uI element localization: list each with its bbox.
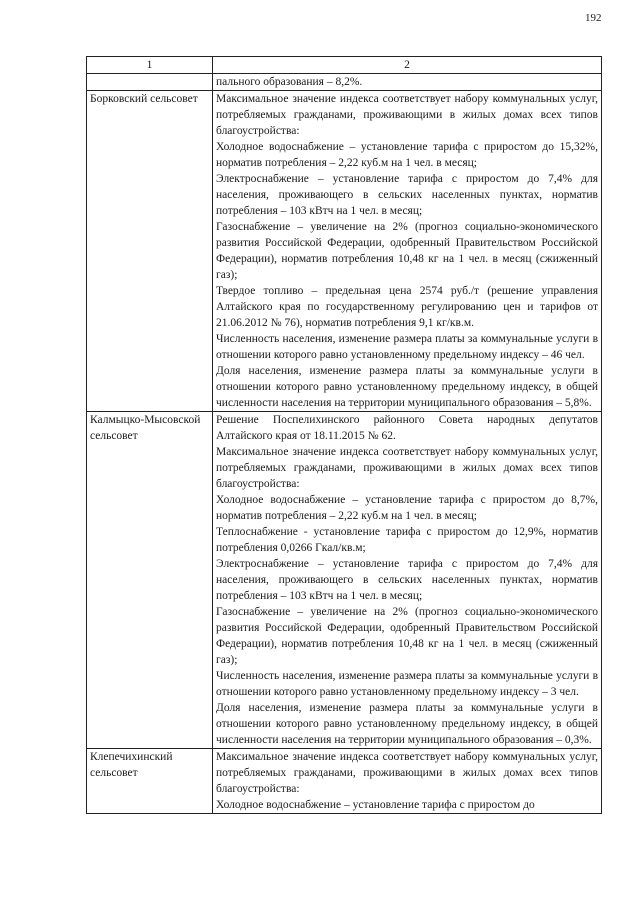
paragraph: Электроснабжение – установление тарифа с приростом до 7,4% для населения, проживающего в сельских населенных пунктах, норматив потребления – 103 кВтч на 1 чел. в месяц; (216, 558, 598, 602)
paragraph: Холодное водоснабжение – установление тарифа с приростом до 8,7%, норматив потребления – 2,22 куб.м на 1 чел. в месяц; (216, 494, 598, 522)
paragraph: Твердое топливо – предельная цена 2574 руб./т (решение управления Алтайского края по государственному регулированию цен и тарифов от 21.06.2012 № 76), норматив потребления 9,1 кг/кв.м. (216, 285, 598, 329)
municipality-name: Борковский сельсовет (87, 91, 213, 412)
table-row-continuation (87, 74, 602, 91)
description-cell (213, 412, 602, 749)
column-header-1: 1 (87, 57, 213, 74)
column-header-2: 2 (213, 57, 602, 74)
table-header-row (87, 57, 602, 74)
paragraph: Максимальное значение индекса соответствует набору коммунальных услуг, потребляемых гражданами, проживающими в жилых домах всех типов благоустройства: (216, 751, 598, 795)
paragraph: Доля населения, изменение размера платы за коммунальные услуги в отношении которого равно установленному предельному индексу, в общей численности населения на территории муниципального образования – 0,3%. (216, 702, 598, 746)
paragraph: Газоснабжение – увеличение на 2% (прогноз социально-экономического развития Российской Федерации, одобренный Правительством Российской Федерации), норматив потребления 10,48 кг на 1 чел. в месяц (сжиженный газ); (216, 606, 598, 666)
municipality-cell (87, 74, 213, 91)
document-table (86, 56, 602, 814)
paragraph: Численность населения, изменение размера платы за коммунальные услуги в отношении которого равно установленному предельному индексу – 46 чел. (216, 333, 598, 361)
description-cell (213, 749, 602, 814)
paragraph: Решение Поспелихинского районного Совета народных депутатов Алтайского края от 18.11.2015 № 62. (216, 414, 598, 442)
paragraph: Теплоснабжение - установление тарифа с приростом до 12,9%, норматив потребления 0,0266 Гкал/кв.м; (216, 526, 598, 554)
paragraph: Холодное водоснабжение – установление тарифа с приростом до (216, 799, 535, 811)
paragraph: Максимальное значение индекса соответствует набору коммунальных услуг, потребляемых гражданами, проживающими в жилых домах всех типов благоустройства: (216, 446, 598, 490)
description-cell (213, 74, 602, 91)
page-number: 192 (585, 12, 602, 24)
table-row (87, 91, 602, 412)
paragraph: Численность населения, изменение размера платы за коммунальные услуги в отношении которого равно установленному предельному индексу – 3 чел. (216, 670, 598, 698)
paragraph: Газоснабжение – увеличение на 2% (прогноз социально-экономического развития Российской Федерации, одобренный Правительством Российской Федерации), норматив потребления 10,48 кг на 1 чел. в месяц (сжиженный газ); (216, 221, 598, 281)
paragraph: Электроснабжение – установление тарифа с приростом до 7,4% для населения, проживающего в сельских населенных пунктах, норматив потребления – 103 кВтч на 1 чел. в месяц; (216, 173, 598, 217)
paragraph: Доля населения, изменение размера платы за коммунальные услуги в отношении которого равно установленному предельному индексу, в общей численности населения на территории муниципального образования – 5,8%. (216, 365, 598, 409)
table-row (87, 749, 602, 814)
municipality-name: Клепечихинский сельсовет (87, 749, 213, 814)
table-row (87, 412, 602, 749)
paragraph: Максимальное значение индекса соответствует набору коммунальных услуг, потребляемых гражданами, проживающими в жилых домах всех типов благоустройства: (216, 93, 598, 137)
paragraph: пального образования – 8,2%. (216, 76, 363, 88)
description-cell (213, 91, 602, 412)
paragraph: Холодное водоснабжение – установление тарифа с приростом до 15,32%, норматив потребления – 2,22 куб.м на 1 чел. в месяц; (216, 141, 598, 169)
municipality-name: Калмыцко-Мысовской сельсовет (87, 412, 213, 749)
